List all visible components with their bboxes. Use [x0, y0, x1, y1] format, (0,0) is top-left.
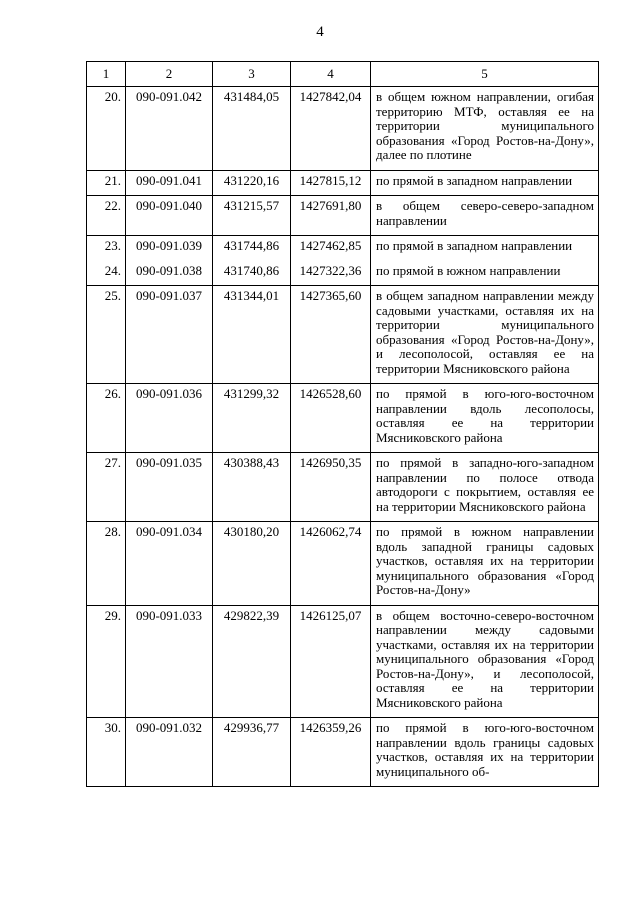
boundary-description: по прямой в юго-юго-восточном направлении вдоль границы садовых участков, оставляя их на территории муниципального об- — [371, 718, 599, 787]
coord-y: 1427691,80 — [291, 196, 371, 236]
point-code: 090-091.036 — [126, 384, 213, 453]
boundary-description: по прямой в юго-юго-восточном направлении вдоль лесополосы, оставляя ее на территории Мясниковского района — [371, 384, 599, 453]
coord-x: 431220,16 — [213, 170, 291, 196]
table-header-row — [87, 62, 599, 87]
table-row — [87, 196, 599, 236]
table-row — [87, 453, 599, 522]
header-col-2: 2 — [126, 62, 213, 87]
point-code: 090-091.037 — [126, 286, 213, 384]
row-number: 25. — [87, 286, 126, 384]
row-number: 28. — [87, 522, 126, 606]
point-code: 090-091.032 — [126, 718, 213, 787]
coord-x: 431215,57 — [213, 196, 291, 236]
coord-x: 431299,32 — [213, 384, 291, 453]
table-row — [87, 87, 599, 171]
point-code: 090-091.039 — [126, 236, 213, 261]
coord-x: 431484,05 — [213, 87, 291, 171]
boundary-description: по прямой в западно-юго-западном направлении по полосе отвода автодороги с покрытием, оставляя ее на территории Мясниковского района — [371, 453, 599, 522]
table-row — [87, 261, 599, 286]
row-number: 21. — [87, 170, 126, 196]
boundary-description: по прямой в западном направлении — [371, 236, 599, 261]
boundary-description: по прямой в южном направлении — [371, 261, 599, 286]
coord-y: 1426062,74 — [291, 522, 371, 606]
row-number: 22. — [87, 196, 126, 236]
coord-y: 1427322,36 — [291, 261, 371, 286]
point-code: 090-091.034 — [126, 522, 213, 606]
boundary-description: по прямой в западном направлении — [371, 170, 599, 196]
row-number: 20. — [87, 87, 126, 171]
coord-x: 430180,20 — [213, 522, 291, 606]
coord-y: 1426125,07 — [291, 605, 371, 718]
header-col-4: 4 — [291, 62, 371, 87]
boundary-table — [86, 61, 599, 787]
row-number: 29. — [87, 605, 126, 718]
table-row — [87, 286, 599, 384]
point-code: 090-091.038 — [126, 261, 213, 286]
point-code: 090-091.040 — [126, 196, 213, 236]
coord-x: 429822,39 — [213, 605, 291, 718]
table-row — [87, 522, 599, 606]
row-number: 26. — [87, 384, 126, 453]
row-number: 24. — [87, 261, 126, 286]
page-number: 4 — [316, 24, 324, 40]
coord-y: 1426528,60 — [291, 384, 371, 453]
coord-y: 1427842,04 — [291, 87, 371, 171]
row-number: 27. — [87, 453, 126, 522]
boundary-description: в общем северо-северо-западном направлении — [371, 196, 599, 236]
boundary-description: в общем восточно-северо-восточном направлении между садовыми участками, оставляя их на территории муниципального образования «Город Ростов-на-Дону», и лесополосой, оставляя ее на территории Мясниковского района — [371, 605, 599, 718]
table-row — [87, 718, 599, 787]
coord-x: 430388,43 — [213, 453, 291, 522]
coord-y: 1427365,60 — [291, 286, 371, 384]
coord-x: 431740,86 — [213, 261, 291, 286]
table-row — [87, 605, 599, 718]
coord-y: 1426950,35 — [291, 453, 371, 522]
coord-x: 431344,01 — [213, 286, 291, 384]
table-row — [87, 384, 599, 453]
point-code: 090-091.033 — [126, 605, 213, 718]
coord-x: 429936,77 — [213, 718, 291, 787]
table-row — [87, 170, 599, 196]
coord-x: 431744,86 — [213, 236, 291, 261]
point-code: 090-091.035 — [126, 453, 213, 522]
coord-y: 1427462,85 — [291, 236, 371, 261]
row-number: 30. — [87, 718, 126, 787]
header-col-5: 5 — [371, 62, 599, 87]
point-code: 090-091.042 — [126, 87, 213, 171]
header-col-3: 3 — [213, 62, 291, 87]
coord-y: 1427815,12 — [291, 170, 371, 196]
boundary-description: в общем южном направлении, огибая территорию МТФ, оставляя ее на территории муниципального образования «Город Ростов-на-Дону», далее по плотине — [371, 87, 599, 171]
row-number: 23. — [87, 236, 126, 261]
header-col-1: 1 — [87, 62, 126, 87]
coord-y: 1426359,26 — [291, 718, 371, 787]
boundary-description: по прямой в южном направлении вдоль западной границы садовых участков, оставляя их на территории муниципального образования «Город Ростов-на-Дону» — [371, 522, 599, 606]
table-row — [87, 236, 599, 261]
point-code: 090-091.041 — [126, 170, 213, 196]
boundary-description: в общем западном направлении между садовыми участками, оставляя их на территории муниципального образования «Город Ростов-на-Дону», и лесополосой, оставляя ее на территории Мясниковского района — [371, 286, 599, 384]
